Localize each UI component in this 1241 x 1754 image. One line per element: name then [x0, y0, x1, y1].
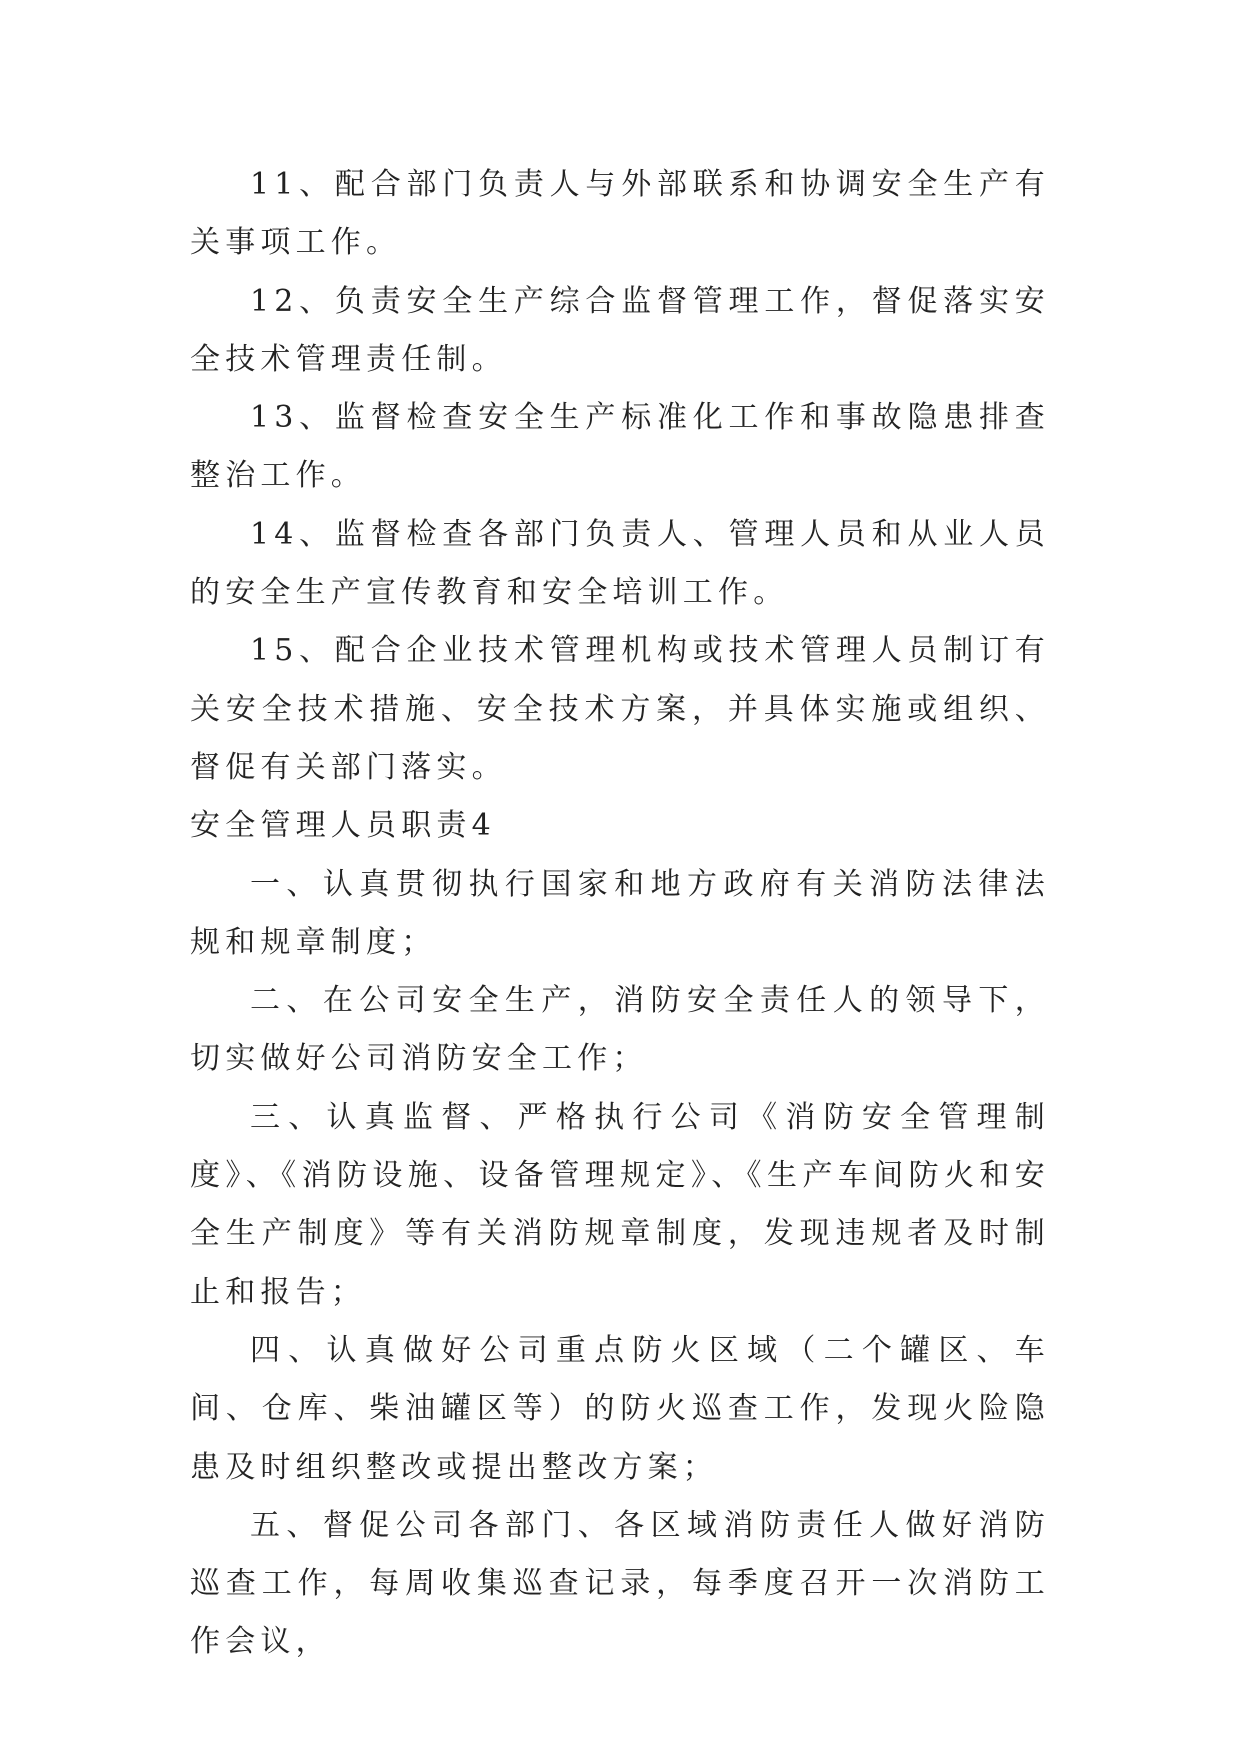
- paragraph-item-15: 15、配合企业技术管理机构或技术管理人员制订有关安全技术措施、安全技术方案，并具体实施或组织、督促有关部门落实。: [190, 633, 1050, 785]
- duty-item-3: 三、认真监督、严格执行公司《消防安全管理制度》、《消防设施、设备管理规定》、《生产车间防火和安全生产制度》等有关消防规章制度，发现违规者及时制止和报告；: [190, 1099, 1050, 1310]
- paragraph-item-12: 12、负责安全生产综合监督管理工作，督促落实安全技术管理责任制。: [190, 283, 1050, 377]
- paragraph-item-14: 14、监督检查各部门负责人、管理人员和从业人员的安全生产宣传教育和安全培训工作。: [190, 516, 1050, 611]
- duty-item-5: 五、督促公司各部门、各区域消防责任人做好消防巡查工作，每周收集巡查记录，每季度召开一次消防工作会议，: [190, 1507, 1050, 1660]
- paragraph-item-13: 13、监督检查安全生产标准化工作和事故隐患排查整治工作。: [190, 400, 1050, 494]
- duty-item-2: 二、在公司安全生产，消防安全责任人的领导下，切实做好公司消防安全工作；: [190, 983, 1050, 1077]
- duty-item-4: 四、认真做好公司重点防火区域（二个罐区、车间、仓库、柴油罐区等）的防火巡查工作，发现火险隐患及时组织整改或提出整改方案；: [190, 1332, 1050, 1485]
- section-heading: 安全管理人员职责4: [190, 808, 496, 844]
- document-body: [190, 156, 1050, 1672]
- paragraph-item-11: 11、配合部门负责人与外部联系和协调安全生产有关事项工作。: [190, 167, 1050, 261]
- duty-item-1: 一、认真贯彻执行国家和地方政府有关消防法律法规和规章制度；: [190, 866, 1050, 960]
